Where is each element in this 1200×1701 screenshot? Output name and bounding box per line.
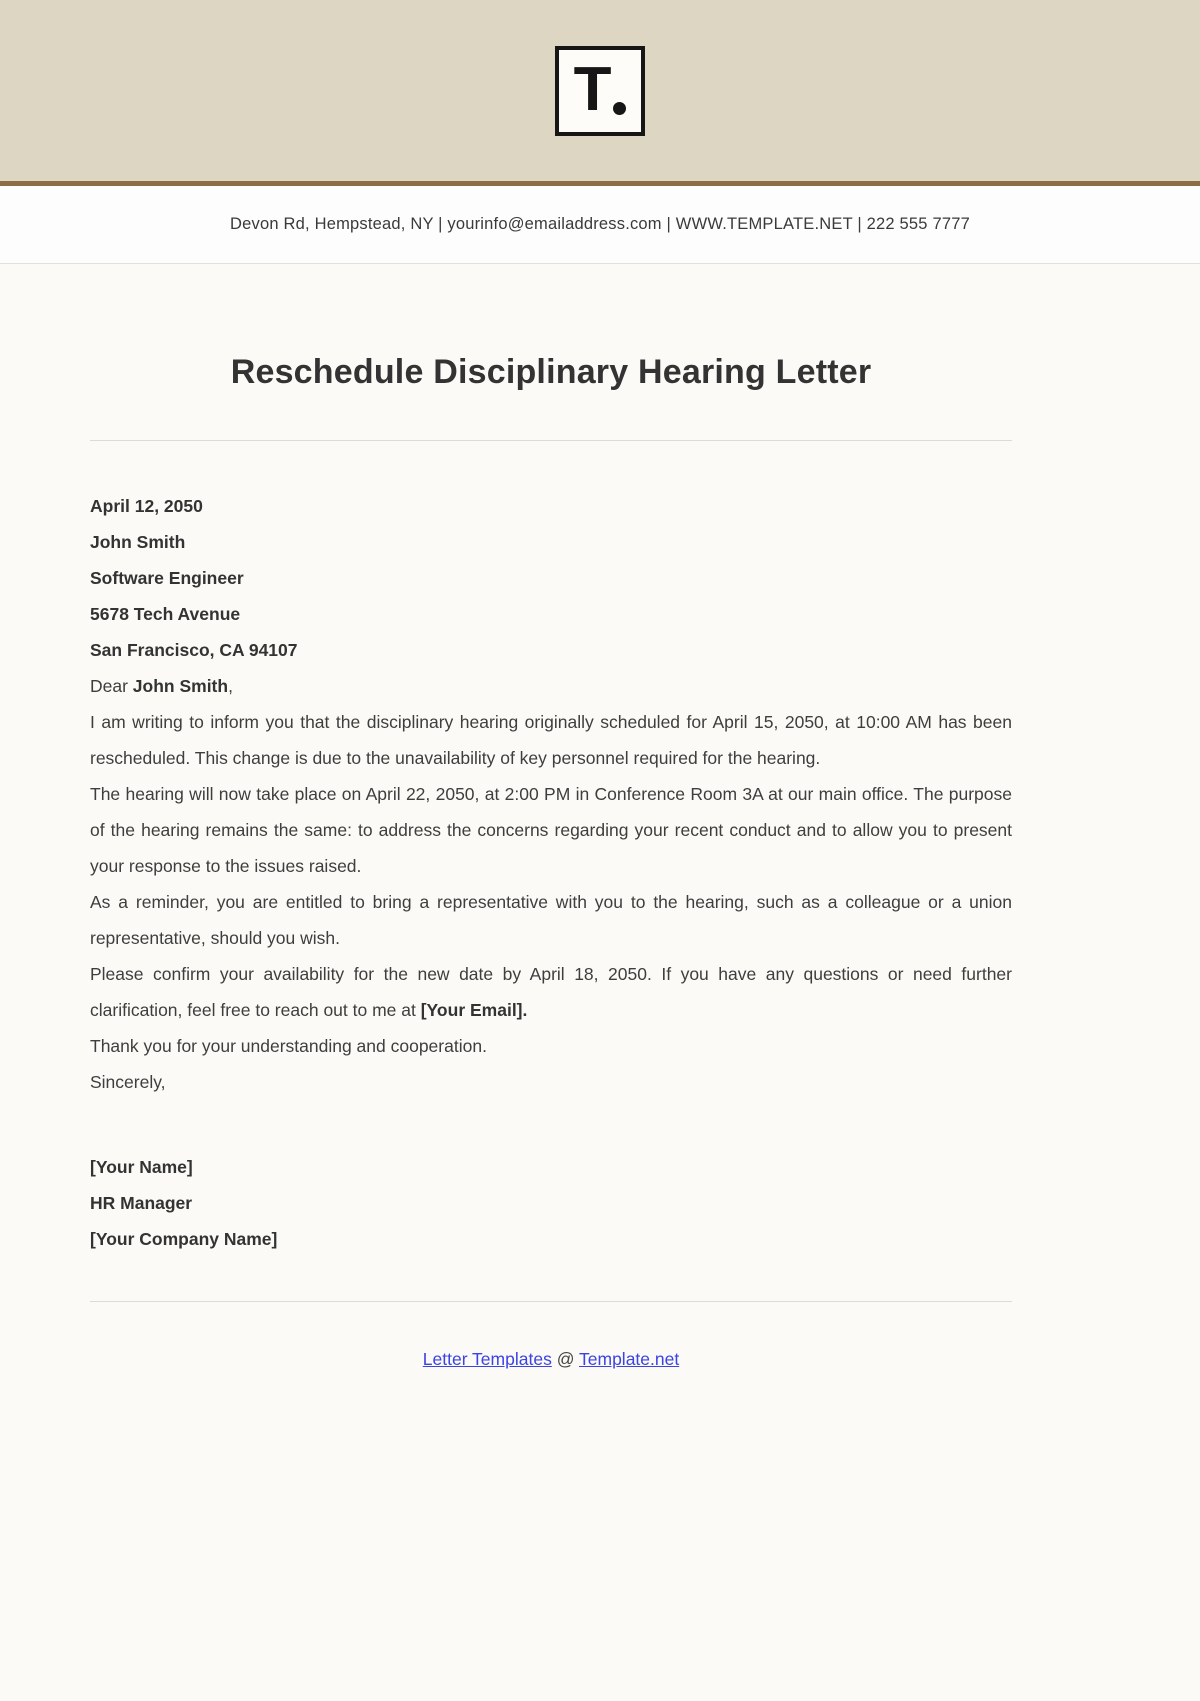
brand-logo [555, 46, 645, 136]
recipient-address-line1: 5678 Tech Avenue [90, 604, 241, 624]
recipient-address-line2: San Francisco, CA 94107 [90, 640, 298, 660]
recipient-job-title: Software Engineer [90, 568, 244, 588]
letterhead-banner [0, 0, 1200, 181]
paragraph-new-schedule: The hearing will now take place on April 22, 2050, at 2:00 PM in Conference Room 3A at our main office. The purpose of the hearing remains the same: to address the concerns regarding your recent conduct and to allow you to present your response to the issues raised. [90, 784, 1012, 876]
signature-company: [Your Company Name] [90, 1229, 278, 1249]
letter-content [90, 350, 1012, 1370]
contact-info-line: Devon Rd, Hempstead, NY | yourinfo@emailaddress.com | WWW.TEMPLATE.NET | 222 555 7777 [230, 215, 970, 233]
paragraph-confirm-availability [90, 956, 1012, 1028]
logo-letter: T [573, 55, 610, 125]
logo-dot-icon [613, 102, 626, 115]
recipient-name: John Smith [90, 532, 186, 552]
contact-bar [0, 186, 1200, 264]
signoff: Sincerely, [90, 1072, 166, 1092]
page-footer [90, 1349, 1012, 1370]
confirm-email-placeholder: [Your Email]. [420, 1000, 528, 1020]
signature-title: HR Manager [90, 1193, 193, 1213]
closing-line: Thank you for your understanding and cooperation. [90, 1036, 487, 1056]
letter-body [90, 488, 1012, 1257]
template-net-link[interactable]: Template.net [579, 1349, 680, 1369]
signature-name: [Your Name] [90, 1157, 193, 1177]
confirm-text: Please confirm your availability for the new date by April 18, 2050. If you have any questions or need further clarification, feel free to reach out to me at [90, 964, 1012, 1020]
salutation-prefix: Dear [90, 676, 133, 696]
salutation [90, 668, 1012, 704]
signature-block [90, 1149, 1012, 1257]
paragraph-reschedule-notice: I am writing to inform you that the disciplinary hearing originally scheduled for April 15, 2050, at 10:00 AM has been rescheduled. This change is due to the unavailability of key personnel required for the hearing. [90, 712, 1012, 768]
salutation-name: John Smith [132, 676, 229, 696]
title-divider [90, 440, 1012, 441]
logo-inner [573, 55, 627, 125]
footer-divider [90, 1301, 1012, 1302]
letter-templates-link[interactable]: Letter Templates [422, 1349, 552, 1369]
paragraph-representative-reminder: As a reminder, you are entitled to bring a representative with you to the hearing, such as a colleague or a union representative, should you wish. [90, 892, 1012, 948]
footer-separator: @ [556, 1349, 575, 1369]
letter-date: April 12, 2050 [90, 496, 203, 516]
salutation-suffix: , [228, 676, 233, 696]
letter-title: Reschedule Disciplinary Hearing Letter [230, 353, 872, 391]
